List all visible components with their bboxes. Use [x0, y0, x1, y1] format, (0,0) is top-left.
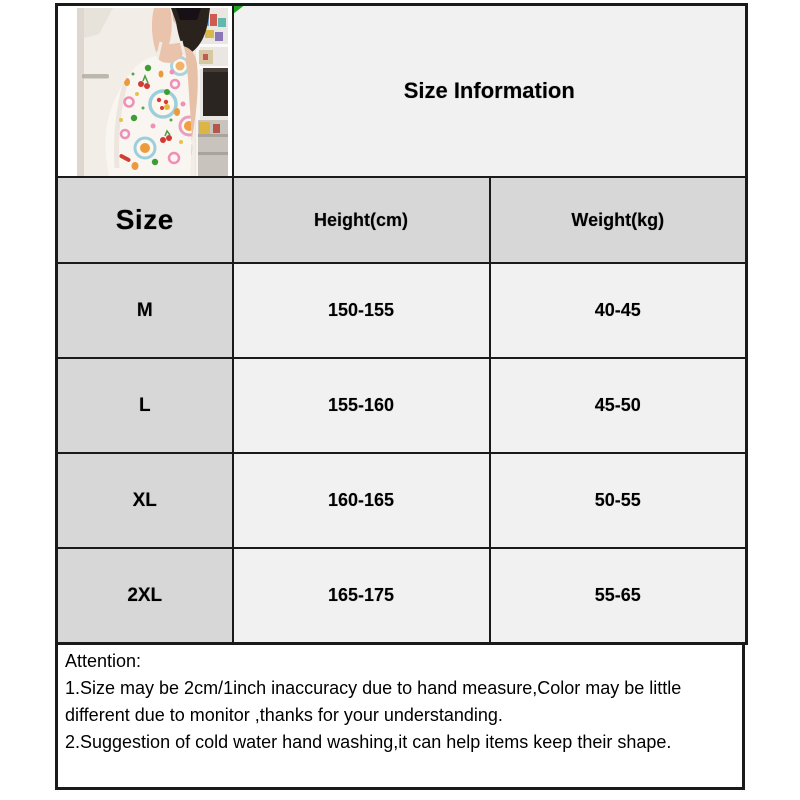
weight-value: 45-50: [490, 358, 747, 453]
table-row-xl: [57, 453, 747, 548]
size-label: L: [57, 358, 233, 453]
weight-value: 50-55: [490, 453, 747, 548]
table-row-l: [57, 358, 747, 453]
page-title: Size Information: [403, 78, 575, 103]
height-value: 150-155: [233, 263, 490, 358]
size-chart-table: [55, 3, 748, 645]
column-header-weight: Weight(kg): [490, 177, 747, 263]
attention-line: different due to monitor ,thanks for your understanding.: [65, 705, 503, 725]
height-value: 155-160: [233, 358, 490, 453]
size-label: XL: [57, 453, 233, 548]
green-corner-marker: [233, 5, 246, 15]
column-header-height: Height(cm): [233, 177, 490, 263]
table-row-header-image: [57, 5, 747, 178]
attention-label: Attention:: [65, 651, 142, 671]
table-row-columns: [57, 177, 747, 263]
table-row-m: [57, 263, 747, 358]
weight-value: 55-65: [490, 548, 747, 644]
wall-watermark: [82, 74, 109, 79]
size-information-header-cell: [233, 5, 747, 178]
attention-box: [55, 645, 745, 790]
size-chart-sheet: [55, 3, 745, 790]
height-value: 165-175: [233, 548, 490, 644]
height-value: 160-165: [233, 453, 490, 548]
size-label: M: [57, 263, 233, 358]
table-row-2xl: [57, 548, 747, 644]
weight-value: 40-45: [490, 263, 747, 358]
size-label: 2XL: [57, 548, 233, 644]
attention-line: 2.Suggestion of cold water hand washing,it can help items keep their shape.: [65, 732, 672, 752]
attention-line: 1.Size may be 2cm/1inch inaccuracy due to hand measure,Color may be little: [65, 678, 682, 698]
product-photo-cell: [57, 5, 233, 178]
column-header-size: Size: [57, 177, 233, 263]
product-photo: [77, 8, 228, 176]
